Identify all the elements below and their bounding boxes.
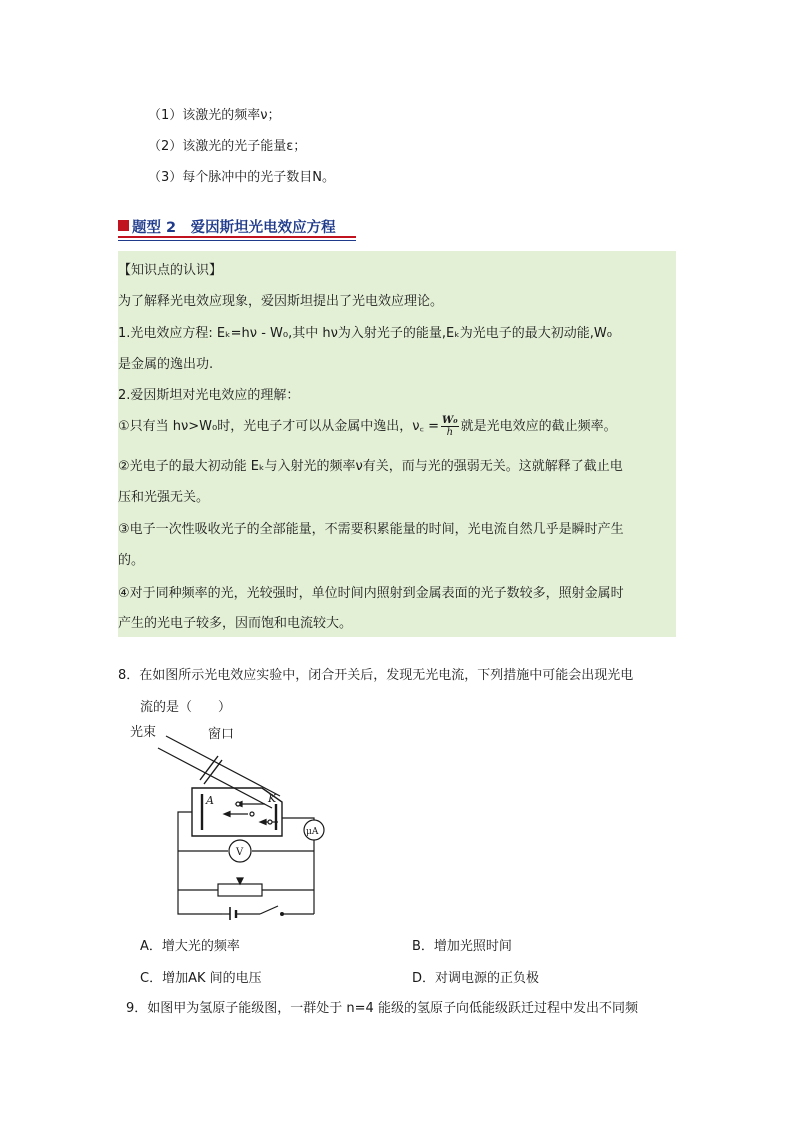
knowledge-heading: 【知识点的认识】	[118, 263, 223, 278]
wire-left	[178, 812, 222, 914]
question-part-2: （2）该激光的光子能量ε；	[148, 139, 307, 154]
option-d: D．对调电源的正负极	[412, 971, 540, 986]
option-b: B．增加光照时间	[412, 939, 512, 954]
knowledge-point-2: 2.爱因斯坦对光电效应的理解：	[118, 388, 300, 403]
knowledge-item-2-line-2: 压和光强无关。	[118, 490, 210, 505]
fraction-numerator: W₀	[442, 415, 458, 426]
window-label: 窗口	[208, 727, 235, 742]
fraction-denominator: h	[446, 427, 454, 438]
option-c: C．增加AK 间的电压	[140, 971, 262, 986]
knowledge-intro: 为了解释光电效应现象，爱因斯坦提出了光电效应理论。	[118, 294, 444, 309]
ammeter-label: μA	[306, 827, 319, 837]
knowledge-box	[118, 251, 676, 637]
section-marker-square	[118, 220, 129, 231]
knowledge-item-2-line-1: ②光电子的最大初动能 Eₖ与入射光的频率ν有关，而与光的强弱无关。这就解释了截止电	[118, 459, 623, 474]
electron-arrow-3	[260, 820, 266, 825]
section-title-underline-blue	[118, 240, 356, 241]
light-beam-line-2	[158, 748, 272, 808]
knowledge-item-4-line-1: ④对于同种频率的光，光较强时，单位时间内照射到金属表面的光子数较多，照射金属时	[118, 586, 624, 601]
anode-label: A	[206, 794, 214, 807]
option-a: A．增大光的频率	[140, 939, 240, 954]
section-title	[118, 214, 356, 236]
cathode-label: K	[268, 792, 277, 805]
voltmeter-label: V	[236, 847, 244, 858]
knowledge-item-1-after: 就是光电效应的截止频率。	[460, 419, 617, 434]
cutoff-frequency-fraction	[441, 415, 459, 438]
knowledge-item-3-line-2: 的。	[118, 553, 145, 568]
question-part-3: （3）每个脉冲中的光子数目N。	[148, 170, 335, 185]
question-8-line-1: 8．在如图所示光电效应实验中，闭合开关后，发现无光电流，下列措施中可能会出现光电	[118, 668, 634, 683]
switch-lever	[260, 906, 278, 914]
knowledge-point-1-line-2: 是金属的逸出功.	[118, 357, 214, 372]
photoelectric-circuit-figure	[130, 718, 340, 920]
question-9-line-1: 9．如图甲为氢原子能级图，一群处于 n=4 能级的氢原子向低能级跃迁过程中发出不同频	[126, 1001, 638, 1016]
knowledge-item-3-line-1: ③电子一次性吸收光子的全部能量，不需要积累能量的时间，光电流自然几乎是瞬时产生	[118, 522, 624, 537]
question-part-1: （1）该激光的频率ν；	[148, 108, 281, 123]
knowledge-item-1-before: ①只有当 hν>W₀时，光电子才可以从金属中逸出，ν꜀ =	[118, 419, 440, 434]
rheostat	[218, 884, 262, 896]
electron-1	[236, 802, 240, 806]
knowledge-point-1-line-1: 1.光电效应方程: Eₖ=hν - W₀,其中 hν为入射光子的能量,Eₖ为光电子的最大初动能,W₀	[118, 326, 612, 341]
light-beam-line-1	[166, 736, 280, 796]
wire-right-top	[282, 818, 314, 820]
rheostat-slider-arrow	[237, 878, 243, 884]
section-title-underline-red	[118, 236, 356, 238]
question-8-line-2: 流的是（ ）	[140, 700, 232, 715]
electron-arrow-2	[224, 812, 230, 817]
switch-contact	[281, 913, 284, 916]
beam-label: 光束	[130, 725, 157, 740]
knowledge-item-4-line-2: 产生的光电子较多，因而饱和电流较大。	[118, 616, 353, 631]
knowledge-item-1	[118, 415, 617, 438]
section-title-text: 题型 2 爱因斯坦光电效应方程	[132, 220, 336, 236]
electron-2	[250, 812, 254, 816]
electron-3	[268, 820, 272, 824]
